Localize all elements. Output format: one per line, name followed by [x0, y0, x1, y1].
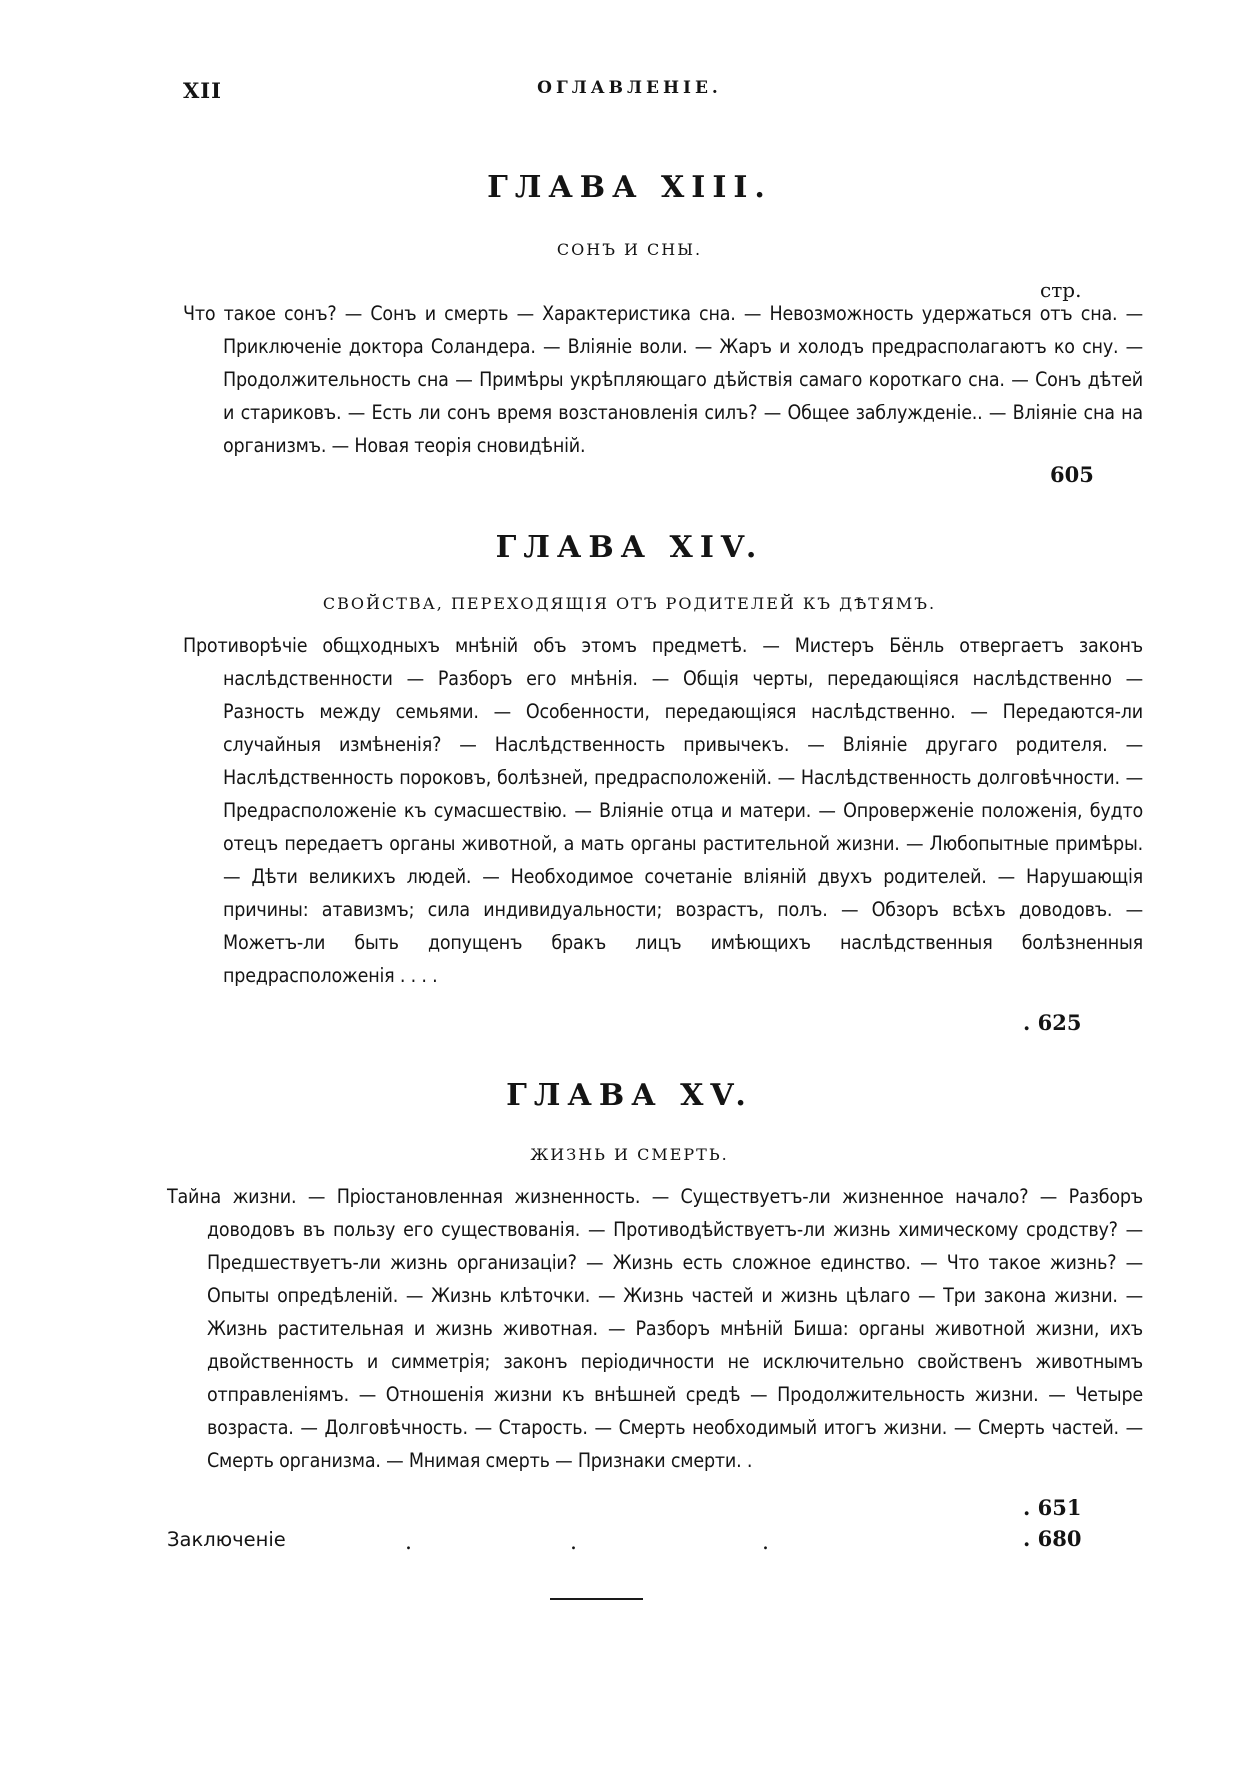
chapter-contents: Противорѣчіе общходныхъ мнѣній объ этомъ предметѣ. — Мистеръ Бёнль отвергаетъ законъ наслѣдственности — Разборъ его мнѣнія. — Общія черты, передающіяся наслѣдственно — Разность между семьями. — Особенности, передающіяся наслѣдственно. — Передаются-ли случайныя измѣненія? — Наслѣдственность привычекъ. — Вліяніе другаго родителя. — Наслѣдственность пороковъ, болѣзней, предрасположеній. — Наслѣдственность долговѣчности. — Предрасположеніе къ сумасшествію. — Вліяніе отца и матери. — Опроверженіе положенія, будто отецъ передаетъ органы животной, а мать органы растительной жизни. — Любопытные примѣры. — Дѣти великихъ людей. — Необходимое сочетаніе вліяній двухъ родителей. — Нарушающія причины: атавизмъ; сила индивидуальности; возрастъ, полъ. — Обзоръ всѣхъ доводовъ. — Можетъ-ли быть допущенъ бракъ лицъ имѣющихъ наслѣдственныя болѣзненныя предрасположенія . . . .: [183, 634, 1143, 987]
chapter-title: ГЛАВА XIII.: [487, 170, 772, 205]
page-number: XII: [183, 78, 222, 103]
leader-dot: .: [570, 1530, 577, 1555]
chapter-subtitle: СОНЪ И СНЫ.: [556, 240, 703, 259]
page-column-label: стр.: [1040, 278, 1082, 302]
chapter-title: ГЛАВА XV.: [506, 1078, 753, 1113]
conclusion-page-number: . 680: [1023, 1526, 1082, 1551]
leader-dot: .: [405, 1530, 412, 1555]
chapter-title: ГЛАВА XIV.: [495, 530, 764, 565]
leader-dot: .: [762, 1530, 769, 1555]
chapter-subtitle: СВОЙСТВА, ПЕРЕХОДЯЩІЯ ОТЪ РОДИТЕЛЕЙ КЪ ДѢТЯМЪ.: [322, 594, 937, 613]
running-title: ОГЛАВЛЕНІЕ.: [537, 78, 722, 98]
page-header: [0, 78, 1259, 108]
chapter-contents: Тайна жизни. — Пріостановленная жизненность. — Существуетъ-ли жизненное начало? — Разборъ доводовъ въ пользу его существованія. — Противодѣйствуетъ-ли жизнь химическому сродству? — Предшествуетъ-ли жизнь организаціи? — Жизнь есть сложное единство. — Что такое жизнь? — Опыты опредѣленій. — Жизнь клѣточки. — Жизнь частей и жизнь цѣлаго — Три закона жизни. — Жизнь растительная и жизнь животная. — Разборъ мнѣній Биша: органы животной жизни, ихъ двойственность и симметрія; законъ періодичности не исключительно свойственъ животнымъ отправленіямъ. — Отношенія жизни къ внѣшней средѣ — Продолжительность жизни. — Четыре возраста. — Долговѣчность. — Старость. — Смерть необходимый итогъ жизни. — Смерть частей. — Смерть организма. — Мнимая смерть — Признаки смерти. .: [167, 1185, 1143, 1472]
chapter-subtitle: ЖИЗНЬ И СМЕРТЬ.: [530, 1145, 729, 1164]
chapter-page-number: 605: [1050, 462, 1094, 487]
conclusion-label: Заключеніе: [167, 1528, 286, 1551]
chapter-page-number: . 625: [1023, 1010, 1082, 1035]
chapter-contents: Что такое сонъ? — Сонъ и смерть — Характеристика сна. — Невозможность удержаться отъ сна. — Приключеніе доктора Соландера. — Вліяніе воли. — Жаръ и холодъ предрасполагаютъ ко сну. — Продолжительность сна — Примѣры укрѣпляющаго дѣйствія самаго короткаго сна. — Сонъ дѣтей и стариковъ. — Есть ли сонъ время возстановленія силъ? — Общее заблужденіе.. — Вліяніе сна на организмъ. — Новая теорія сновидѣній.: [183, 302, 1143, 457]
chapter-page-number: . 651: [1023, 1495, 1082, 1520]
end-rule: [550, 1598, 643, 1600]
